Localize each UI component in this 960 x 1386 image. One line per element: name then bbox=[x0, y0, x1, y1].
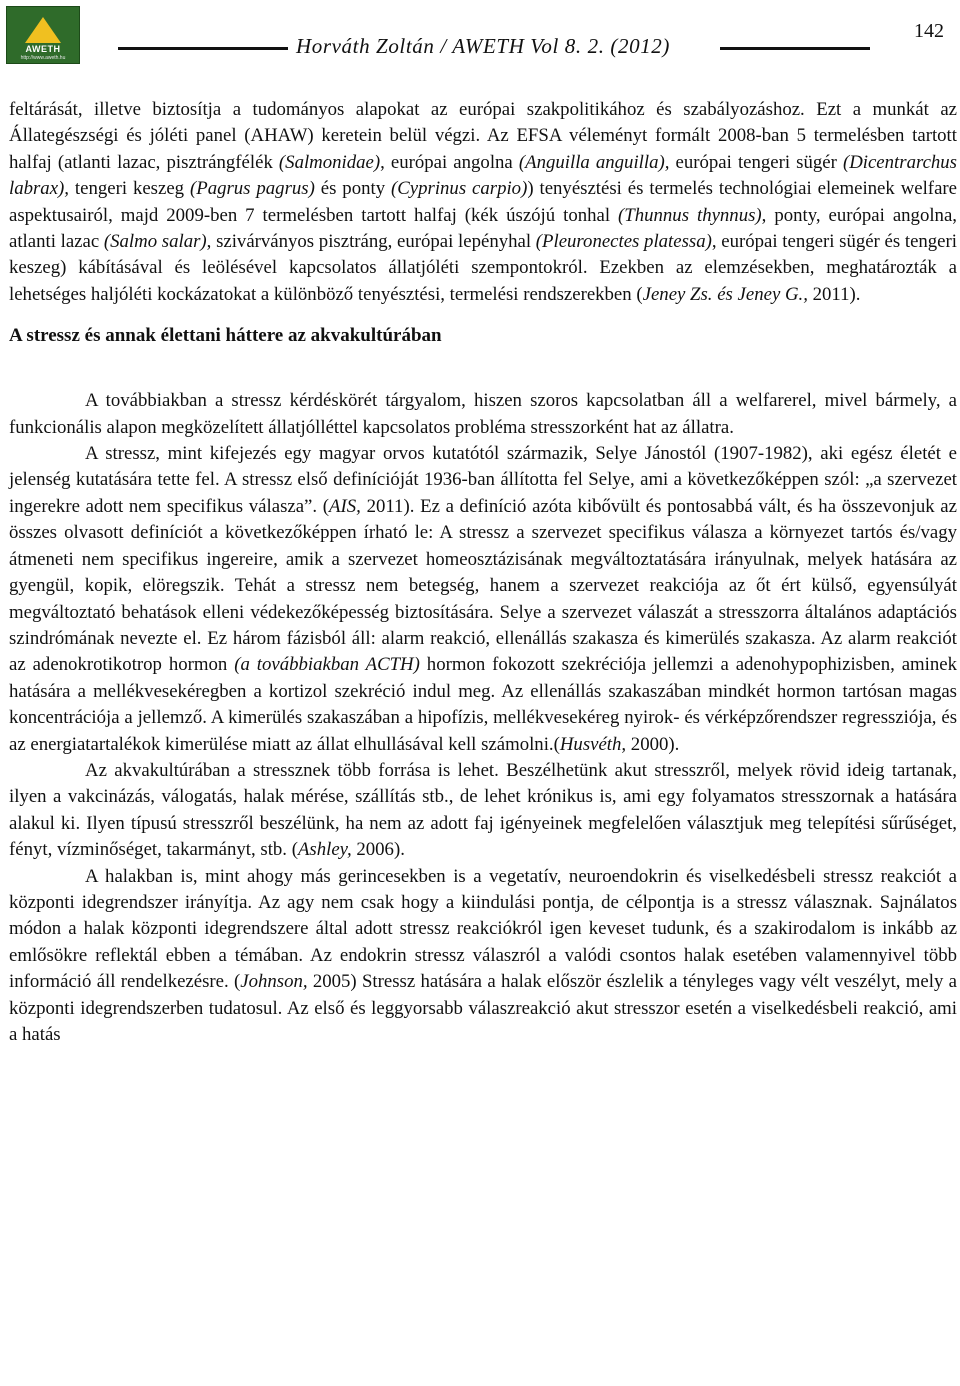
text-run: (Dicentrarchus labrax), bbox=[9, 151, 957, 200]
journal-logo bbox=[6, 6, 80, 64]
text-run: Az akvakultúrában a stressznek több forrása is lehet. Beszélhetünk akut stresszről, melyek rövid ideig tartanak, ilyen a vakcinázás, válogatás, halak mérése, szállítás stb., de lehet krónikus is, ami egy folyamatos stresszornak a hatására alakul ki. Ilyen típusú stresszről beszélünk, ha nem az adott faj igényeinek megfelelően választjuk meg telepítési sűrűséget, fényt, vízminőséget, takarmányt, stb. ( bbox=[9, 759, 957, 861]
text-run: ) tenyésztési és termelés technológiai elemeinek welfare aspektusairól, majd 2009-ben 7 termelésben tartott halfaj (kék úszójú tonhal bbox=[9, 178, 957, 226]
section-heading: A stressz és annak élettani háttere az akvakultúrában bbox=[9, 325, 442, 347]
text-run: (Anguilla anguilla), bbox=[518, 151, 670, 173]
logo-url: http://www.aweth.hu bbox=[20, 55, 66, 61]
text-run: , európai angolna bbox=[380, 151, 519, 173]
article-body bbox=[9, 97, 957, 1048]
text-run: tengeri keszeg bbox=[69, 178, 190, 200]
text-run: 2000). bbox=[626, 733, 680, 755]
text-run: Husvéth, bbox=[559, 733, 627, 755]
running-title: Horváth Zoltán / AWETH Vol 8. 2. (2012) bbox=[296, 34, 670, 58]
logo-wordmark: AWETH bbox=[25, 44, 61, 54]
text-run: 2006). bbox=[351, 839, 405, 861]
text-run: (Thunnus thynnus) bbox=[618, 204, 762, 226]
text-run: 2011). Ez a definíció azóta kibővült és pontosabbá vált, és ha összevonjuk az összes olvasott definíciót a következőképpen írható le: A stressz a szervezet specifikus válasza a környezet tartós és/vagy átmeneti nem specifikus ingereire, amik a szervezet homeosztázisának megváltoztatására irányulnak, melyek hatására az gyengül, kopik, elöregszik. Tehát a stressz nem betegség, hanem a szervezet reakciója az őt ért külső, egyensúlyát megváltoztató behatások elleni védekezőképesség biztosítására. Selye a szervezet válaszát a stresszorra általános adaptációs szindrómának nevezte el. Ez három fázisból áll: alarm reakció, ellenállás szakasza és kimerülés szakasza. Az alarm reakciót az adenokrotikotrop hormon bbox=[9, 495, 957, 676]
text-run: Jeney Zs. és Jeney G., bbox=[642, 283, 808, 305]
text-run: AIS, bbox=[329, 495, 361, 517]
page-number: 142 bbox=[914, 20, 944, 42]
text-run: feltárását, illetve biztosítja a tudományos alapokat az európai szakpolitikához és szabályozáshoz. Ezt a munkát az Állategészségi és jóléti panel (AHAW) keretein belül végzi. Az EFSA véleményt formált 2008-ban 5 termelésben tartott halfaj (atlanti lazac, pisztrángfélék bbox=[9, 99, 957, 173]
text-run: Ashley, bbox=[297, 839, 352, 861]
header-rule-left bbox=[118, 47, 288, 50]
text-run: A továbbiakban a stressz kérdéskörét tárgyalom, hiszen szoros kapcsolatban áll a welfarerel, mivel bármely, a funkcionális alapon megközelített állatjólléttel kapcsolatos probléma stresszorként hat az állatra. bbox=[9, 390, 957, 438]
text-run: , szivárványos pisztráng, európai lepényhal bbox=[206, 231, 536, 253]
text-run: Johnson, bbox=[240, 971, 308, 993]
paragraph-3 bbox=[9, 441, 957, 758]
text-run: (Pleuronectes platessa) bbox=[535, 231, 712, 253]
paragraph-5 bbox=[9, 864, 957, 1049]
text-run: 2011). bbox=[807, 283, 861, 305]
text-run: hormon fokozott szekréciója jellemzi a adenohypophizisben, aminek hatására a mellékvesekéregben a kortizol szekréció indul meg. Az ellenállás szakaszában mindkét hormon tartósan magas koncentrációja a jellemző. A kimerülés szakaszában a hipofízis, mellékvesekéreg nyirok- és vérképzőrendszer regressziója, és az energiatartalékok kimerülése miatt az állat elhullásával kell számolni.( bbox=[9, 654, 957, 755]
text-run: európai tengeri sügér bbox=[669, 151, 843, 173]
paragraph-2 bbox=[9, 388, 957, 441]
text-run: A stressz, mint kifejezés egy magyar orvos kutatótól származik, Selye Jánostól (1907-1982), aki egész életét e jelenség kutatására tette fel. A stressz első definícióját 1936-ban állította fel Selye, ami a következőképpen szól: „a szervezet ingerekre adott nem specifikus válasza”. ( bbox=[9, 443, 957, 517]
header-rule-right bbox=[720, 47, 870, 50]
text-run: (Salmonidae) bbox=[278, 151, 381, 173]
text-run: és ponty bbox=[314, 178, 391, 200]
text-run: A halakban is, mint ahogy más gerincesekben is a vegetatív, neuroendokrin és viselkedésbeli stressz reakciót a központi idegrendszer irányítja. Az agy nem csak hogy a kiindulási pontja, de célpontja is a stressz válasznak. Sajnálatos módon a halak központi idegrendszere által adott stressz reakciókról igen keveset tudunk, és a szakirodalom is inkább az emlősökre reflektál ebben a témában. Az endokrin stressz válaszról a valódi csontos halak esetében valamennyivel több információ áll rendelkezésre. ( bbox=[9, 865, 957, 993]
text-run: (Salmo salar) bbox=[103, 231, 207, 253]
text-run: , európai tengeri sügér és tengeri keszeg) kábításával és leölésével kapcsolatos állatjóléti szempontokról. Ezekben az elemzésekben, meghatározták a lehetséges haljóléti kockázatokat a különböző tenyésztési, termelési rendszerekben ( bbox=[9, 231, 957, 305]
text-run: 2005) Stressz hatására a halak először észlelik a tényleges vagy vélt veszélyt, mely a központi idegrendszerben tudatosul. Az első és leggyorsabb válaszreakció akut stresszor esetén a viselkedésbeli reakció, ami a hatás bbox=[9, 971, 957, 1045]
paragraph-1 bbox=[9, 97, 957, 308]
text-run: (Cyprinus carpio) bbox=[391, 178, 528, 200]
paragraph-4 bbox=[9, 758, 957, 864]
text-run: , ponty, európai angolna, atlanti lazac bbox=[9, 204, 957, 253]
logo-emblem-icon bbox=[25, 17, 61, 43]
text-run: (a továbbiakban ACTH) bbox=[234, 654, 420, 676]
text-run: (Pagrus pagrus) bbox=[189, 178, 315, 200]
